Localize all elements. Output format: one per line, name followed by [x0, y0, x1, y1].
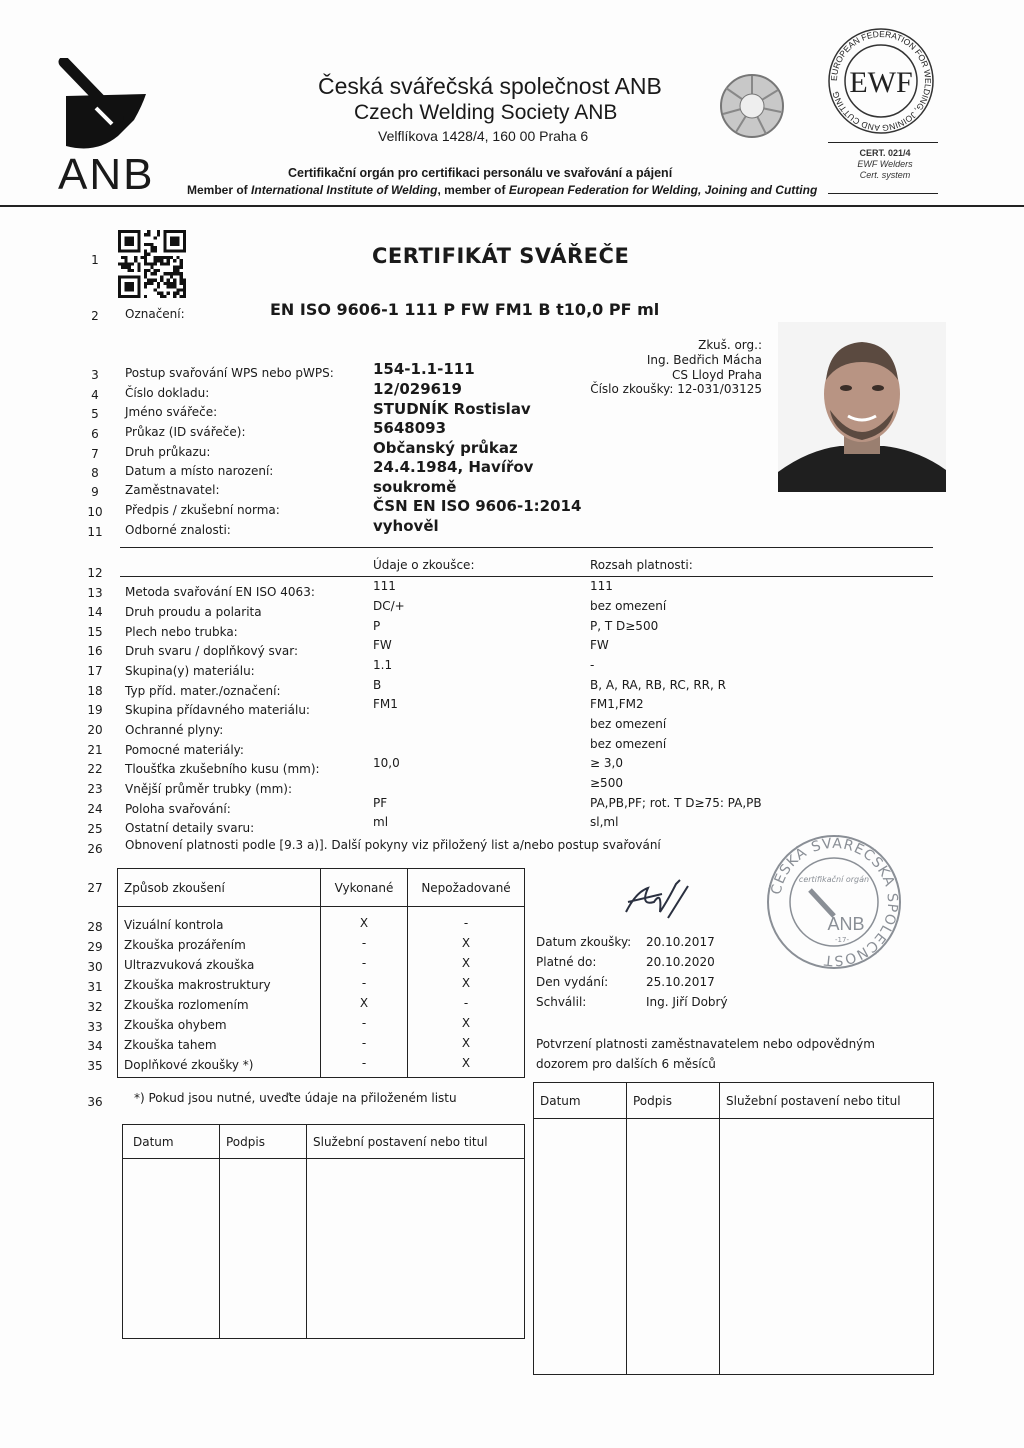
test-row-range: ≥ 3,0: [590, 756, 623, 770]
personal-label: Druh průkazu:: [125, 445, 211, 459]
test-row-value: P: [373, 619, 381, 633]
exam-done-mark: -: [361, 1016, 367, 1030]
validity-signature-table: [122, 1124, 525, 1339]
line-number: 8: [91, 466, 99, 480]
test-row-range: ≥500: [590, 776, 623, 790]
exam-col-method: Způsob zkoušení: [118, 869, 321, 907]
stamp-logo-text: ANB: [827, 914, 865, 934]
stamp-number: -17-: [835, 936, 849, 944]
line-number: 32: [87, 1000, 103, 1014]
employer-signature-table: [533, 1082, 934, 1375]
ewf-cert-number: CERT. 021/4: [859, 148, 911, 158]
personal-value: STUDNÍK Rostislav: [373, 400, 531, 418]
ewf-logo-text: EWF: [849, 66, 913, 99]
test-row-label: Pomocné materiály:: [125, 743, 244, 757]
exam-col-notrequired: Nepožadované: [408, 869, 525, 907]
test-row-value: 10,0: [373, 756, 400, 770]
line-number: 24: [87, 802, 103, 816]
line-number: 1: [91, 253, 99, 267]
society-stamp: [764, 832, 904, 972]
date-value: 25.10.2017: [646, 975, 715, 989]
date-label: Den vydání:: [536, 975, 609, 989]
date-label: Datum zkoušky:: [536, 935, 632, 949]
line-number: 11: [87, 525, 103, 539]
org-name-en: Czech Welding Society ANB: [354, 101, 618, 124]
sign-left-date-cell[interactable]: [123, 1159, 220, 1339]
designation-value: EN ISO 9606-1 111 P FW FM1 B t10,0 PF ml: [270, 300, 660, 319]
ewf-sub2: Cert. system: [859, 170, 911, 180]
line-number: 22: [87, 762, 103, 776]
exam-notrequired-mark: -: [463, 996, 469, 1010]
exam-method: Zkouška tahem: [124, 1038, 217, 1052]
line-number: 16: [87, 644, 103, 658]
qr-code: [118, 230, 186, 298]
personal-label: Průkaz (ID svářeče):: [125, 425, 246, 439]
line-number: 15: [87, 625, 103, 639]
personal-value: 5648093: [373, 419, 447, 437]
designation-label: Označení:: [125, 307, 185, 321]
org-address: Velflíkova 1428/4, 160 00 Praha 6: [378, 128, 589, 144]
test-row-value: 1.1: [373, 658, 393, 672]
personal-value: ČSN EN ISO 9606-1:2014: [373, 497, 582, 515]
test-row-label: Tloušťka zkušebního kusu (mm):: [125, 762, 320, 776]
test-row-label: Metoda svařování EN ISO 4063:: [125, 585, 315, 599]
stamp-ring-text: ČESKÁ SVÁŘEČSKÁ SPOLEČNOST: [768, 835, 901, 969]
exam-notrequired-mark: X: [461, 1036, 471, 1050]
test-row-range: bez omezení: [590, 717, 667, 731]
sign-left-title-cell[interactable]: [307, 1159, 525, 1339]
ewf-sub1: EWF Welders: [857, 159, 913, 169]
sign-right-signature-cell[interactable]: [627, 1119, 720, 1375]
date-value: 20.10.2020: [646, 955, 715, 969]
personal-value: Občanský průkaz: [373, 439, 518, 457]
test-row-value: B: [373, 678, 382, 692]
test-row-range: FM1,FM2: [590, 697, 644, 711]
ewf-divider-bottom: [828, 193, 938, 194]
line-number: 18: [87, 684, 103, 698]
test-row-label: Skupina přídavného materiálu:: [125, 703, 310, 717]
line-number: 36: [87, 1095, 103, 1109]
exam-method: Ultrazvuková zkouška: [124, 958, 255, 972]
exam-method: Zkouška prozářením: [124, 938, 246, 952]
personal-value: 12/029619: [373, 380, 462, 398]
sign-left-col-title: Služební postavení nebo titul: [307, 1125, 525, 1159]
sign-right-col-title: Služební postavení nebo titul: [720, 1083, 934, 1119]
membership-text: Member of International Institute of Welding, member of European Federation for Welding, Joining and Cutting: [187, 183, 818, 197]
test-row-range: FW: [590, 638, 609, 652]
examiner-label: Zkuš. org.:: [698, 338, 762, 352]
test-row-range: 111: [590, 579, 613, 593]
divider-personal: [120, 547, 933, 548]
test-row-label: Ochranné plyny:: [125, 723, 224, 737]
exam-methods-cell: [118, 907, 321, 1078]
employer-note-2: dozorem pro dalších 6 měsíců: [536, 1057, 716, 1071]
line-number: 20: [87, 723, 103, 737]
exam-done-mark: X: [359, 996, 369, 1010]
test-row-label: Druh svaru / doplňkový svar:: [125, 644, 298, 658]
exam-method: Doplňkové zkoušky *): [124, 1058, 254, 1072]
exam-notrequired-mark: X: [461, 956, 471, 970]
test-row-range: B, A, RA, RB, RC, RR, R: [590, 678, 726, 692]
test-row-label: Druh proudu a polarita: [125, 605, 262, 619]
anb-logo-text: ANB: [58, 150, 155, 199]
line-number: 17: [87, 664, 103, 678]
exam-notrequired-mark: X: [461, 1016, 471, 1030]
exam-done-mark: -: [361, 1036, 367, 1050]
line-number: 12: [87, 566, 103, 580]
personal-value: 154-1.1-111: [373, 360, 475, 378]
ewf-seal: [826, 26, 936, 136]
line-number: 23: [87, 782, 103, 796]
exam-method: Vizuální kontrola: [124, 918, 224, 932]
line-number: 6: [91, 427, 99, 441]
test-row-label: Vnější průměr trubky (mm):: [125, 782, 292, 796]
personal-value: 24.4.1984, Havířov: [373, 458, 534, 476]
exam-done-cell: [321, 907, 408, 1078]
sign-right-date-cell[interactable]: [534, 1119, 627, 1375]
line-number: 2: [91, 309, 99, 323]
line-number: 35: [87, 1059, 103, 1073]
date-value: Ing. Jiří Dobrý: [646, 995, 728, 1009]
test-row-value: ml: [373, 815, 389, 829]
exam-notrequired-mark: X: [461, 936, 471, 950]
ewf-ring-text: EUROPEAN FEDERATION FOR WELDING, JOINING AND CUTTING: [828, 28, 934, 134]
personal-value: soukromě: [373, 478, 457, 496]
welder-photo: [778, 322, 946, 492]
line-number: 3: [91, 368, 99, 382]
sign-left-signature-cell[interactable]: [220, 1159, 307, 1339]
exam-method: Zkouška rozlomením: [124, 998, 249, 1012]
certificate-title: CERTIFIKÁT SVÁŘEČE: [372, 244, 630, 268]
test-row-label: Skupina(y) materiálu:: [125, 664, 255, 678]
line-number: 27: [87, 881, 103, 895]
test-row-range: PA,PB,PF; rot. T D≥75: PA,PB: [590, 796, 762, 810]
line-number: 21: [87, 743, 103, 757]
test-row-label: Plech nebo trubka:: [125, 625, 238, 639]
personal-label: Jméno svářeče:: [125, 405, 218, 419]
line-number: 33: [87, 1020, 103, 1034]
exam-method: Zkouška ohybem: [124, 1018, 227, 1032]
exam-done-mark: -: [361, 976, 367, 990]
validity-range-header: Rozsah platnosti:: [590, 558, 693, 572]
exam-notrequired-mark: X: [461, 1056, 471, 1070]
line-number: 7: [91, 447, 99, 461]
header-rule: [0, 205, 1024, 207]
renewal-text: Obnovení platnosti podle [9.3 a)]. Další pokyny viz přiložený list a/nebo postup svařování: [125, 838, 661, 852]
test-row-value: FW: [373, 638, 392, 652]
test-row-value: 111: [373, 579, 396, 593]
date-value: 20.10.2017: [646, 935, 715, 949]
test-row-range: bez omezení: [590, 599, 667, 613]
line-number: 29: [87, 940, 103, 954]
org-name-cz: Česká svářečská společnost ANB: [318, 73, 662, 99]
stamp-inner-text: certifikační orgán: [798, 875, 870, 884]
line-number: 5: [91, 407, 99, 421]
exam-col-done: Vykonané: [321, 869, 408, 907]
line-number: 31: [87, 980, 103, 994]
exam-notrequired-mark: X: [461, 976, 471, 990]
sign-right-title-cell[interactable]: [720, 1119, 934, 1375]
test-data-header: Údaje o zkoušce:: [373, 558, 475, 572]
examiner-name: Ing. Bedřich Mácha: [646, 353, 762, 367]
exam-notrequired-mark: -: [463, 916, 469, 930]
examiner-test-number: Číslo zkoušky: 12-031/03125: [590, 382, 762, 396]
line-number: 28: [87, 920, 103, 934]
ewf-divider-top: [828, 142, 938, 143]
examiner-org: CS Lloyd Praha: [672, 368, 762, 382]
date-label: Platné do:: [536, 955, 597, 969]
test-row-range: sl,ml: [590, 815, 619, 829]
test-row-value: DC/+: [373, 599, 405, 613]
date-label: Schválil:: [536, 995, 587, 1009]
test-row-value: PF: [373, 796, 388, 810]
personal-label: Zaměstnavatel:: [125, 483, 220, 497]
line-number: 34: [87, 1039, 103, 1053]
line-number: 4: [91, 388, 99, 402]
personal-value: vyhověl: [373, 517, 439, 535]
exam-done-mark: -: [361, 1056, 367, 1070]
cert-body-text: Certifikační orgán pro certifikaci personálu ve svařování a pájení: [288, 166, 673, 180]
line-number: 10: [87, 505, 103, 519]
line-number: 30: [87, 960, 103, 974]
exam-done-mark: -: [361, 936, 367, 950]
line-number: 9: [91, 485, 99, 499]
personal-label: Datum a místo narození:: [125, 464, 274, 478]
line-number: 25: [87, 822, 103, 836]
line-number: 14: [87, 605, 103, 619]
sign-right-col-signature: Podpis: [627, 1083, 720, 1119]
sign-left-col-signature: Podpis: [220, 1125, 307, 1159]
exam-notrequired-cell: [408, 907, 525, 1078]
test-row-range: -: [590, 658, 595, 672]
personal-label: Číslo dokladu:: [125, 386, 210, 400]
personal-label: Postup svařování WPS nebo pWPS:: [125, 366, 334, 380]
ewf-cert-box: [846, 148, 924, 181]
employer-note-1: Potvrzení platnosti zaměstnavatelem nebo odpovědným: [536, 1037, 875, 1051]
personal-label: Předpis / zkušební norma:: [125, 503, 280, 517]
line-number: 26: [87, 842, 103, 856]
test-row-label: Ostatní detaily svaru:: [125, 821, 255, 835]
test-row-range: P, T D≥500: [590, 619, 659, 633]
test-row-label: Poloha svařování:: [125, 802, 231, 816]
test-row-range: bez omezení: [590, 737, 667, 751]
personal-label: Odborné znalosti:: [125, 523, 231, 537]
exam-done-mark: X: [359, 916, 369, 930]
footnote: *) Pokud jsou nutné, uveďte údaje na přiloženém listu: [134, 1091, 457, 1105]
line-number: 19: [87, 703, 103, 717]
exam-done-mark: -: [361, 956, 367, 970]
sign-right-col-date: Datum: [534, 1083, 627, 1119]
test-row-label: Typ příd. mater./označení:: [125, 684, 281, 698]
approver-signature: [618, 872, 698, 932]
divider-test-header: [120, 576, 933, 577]
exam-table: [117, 868, 525, 1078]
sign-left-col-date: Datum: [123, 1125, 220, 1159]
test-row-value: FM1: [373, 697, 398, 711]
iiw-emblem: [718, 72, 786, 140]
line-number: 13: [87, 586, 103, 600]
exam-method: Zkouška makrostruktury: [124, 978, 271, 992]
